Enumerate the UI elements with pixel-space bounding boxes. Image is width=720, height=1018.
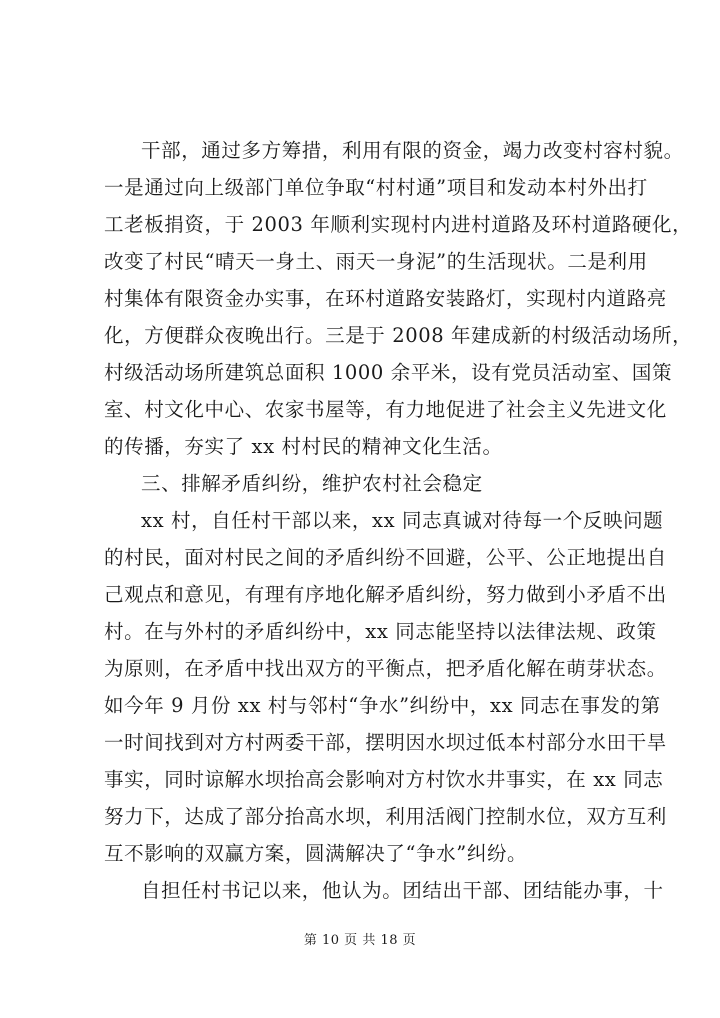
paragraph-line: xx 村，自任村干部以来，xx 同志真诚对待每一个反映问题 <box>141 509 664 532</box>
section-heading: 三、排解矛盾纠纷，维护农村社会稳定 <box>141 472 483 495</box>
paragraph-line: 的传播，夯实了 xx 村村民的精神文化生活。 <box>104 435 503 458</box>
paragraph-line: 互不影响的双赢方案，圆满解决了“争水”纠纷。 <box>104 842 528 865</box>
page-number-footer: 第 10 页 共 18 页 <box>303 933 417 948</box>
paragraph-line: 的村民，面对村民之间的矛盾纠纷不回避，公平、公正地提出自 <box>104 546 667 569</box>
paragraph-line: 干部，通过多方筹措，利用有限的资金，竭力改变村容村貌。 <box>141 139 684 162</box>
paragraph-line: 工老板捐资，于 2003 年顺利实现村内进村道路及环村道路硬化， <box>104 213 693 236</box>
paragraph-line: 事实，同时谅解水坝抬高会影响对方村饮水井事实，在 xx 同志 <box>104 768 664 791</box>
paragraph-line: 村集体有限资金办实事，在环村道路安装路灯，实现村内道路亮 <box>104 287 667 310</box>
paragraph-line: 村。在与外村的矛盾纠纷中，xx 同志能坚持以法律法规、政策 <box>104 620 657 643</box>
paragraph-line: 室、村文化中心、农家书屋等，有力地促进了社会主义先进文化 <box>104 398 667 421</box>
paragraph-line: 化，方便群众夜晚出行。三是于 2008 年建成新的村级活动场所， <box>104 324 693 347</box>
paragraph-line: 村级活动场所建筑总面积 1000 余平米，设有党员活动室、国策 <box>104 361 673 384</box>
paragraph-line: 改变了村民“晴天一身土、雨天一身泥”的生活现状。二是利用 <box>104 250 648 273</box>
paragraph-line: 一是通过向上级部门单位争取“村村通”项目和发动本村外出打 <box>104 176 648 199</box>
paragraph-line: 如今年 9 月份 xx 村与邻村“争水”纠纷中，xx 同志在事发的第 <box>104 694 661 717</box>
paragraph-line: 为原则，在矛盾中找出双方的平衡点，把矛盾化解在萌芽状态。 <box>104 657 667 680</box>
paragraph-line: 一时间找到对方村两委干部，摆明因水坝过低本村部分水田干旱 <box>104 731 667 754</box>
paragraph-line: 努力下，达成了部分抬高水坝，利用活阀门控制水位，双方互利 <box>104 805 667 828</box>
paragraph-line: 己观点和意见，有理有序地化解矛盾纠纷，努力做到小矛盾不出 <box>104 583 667 606</box>
paragraph-line: 自担任村书记以来，他认为。团结出干部、团结能办事，十 <box>141 879 664 902</box>
